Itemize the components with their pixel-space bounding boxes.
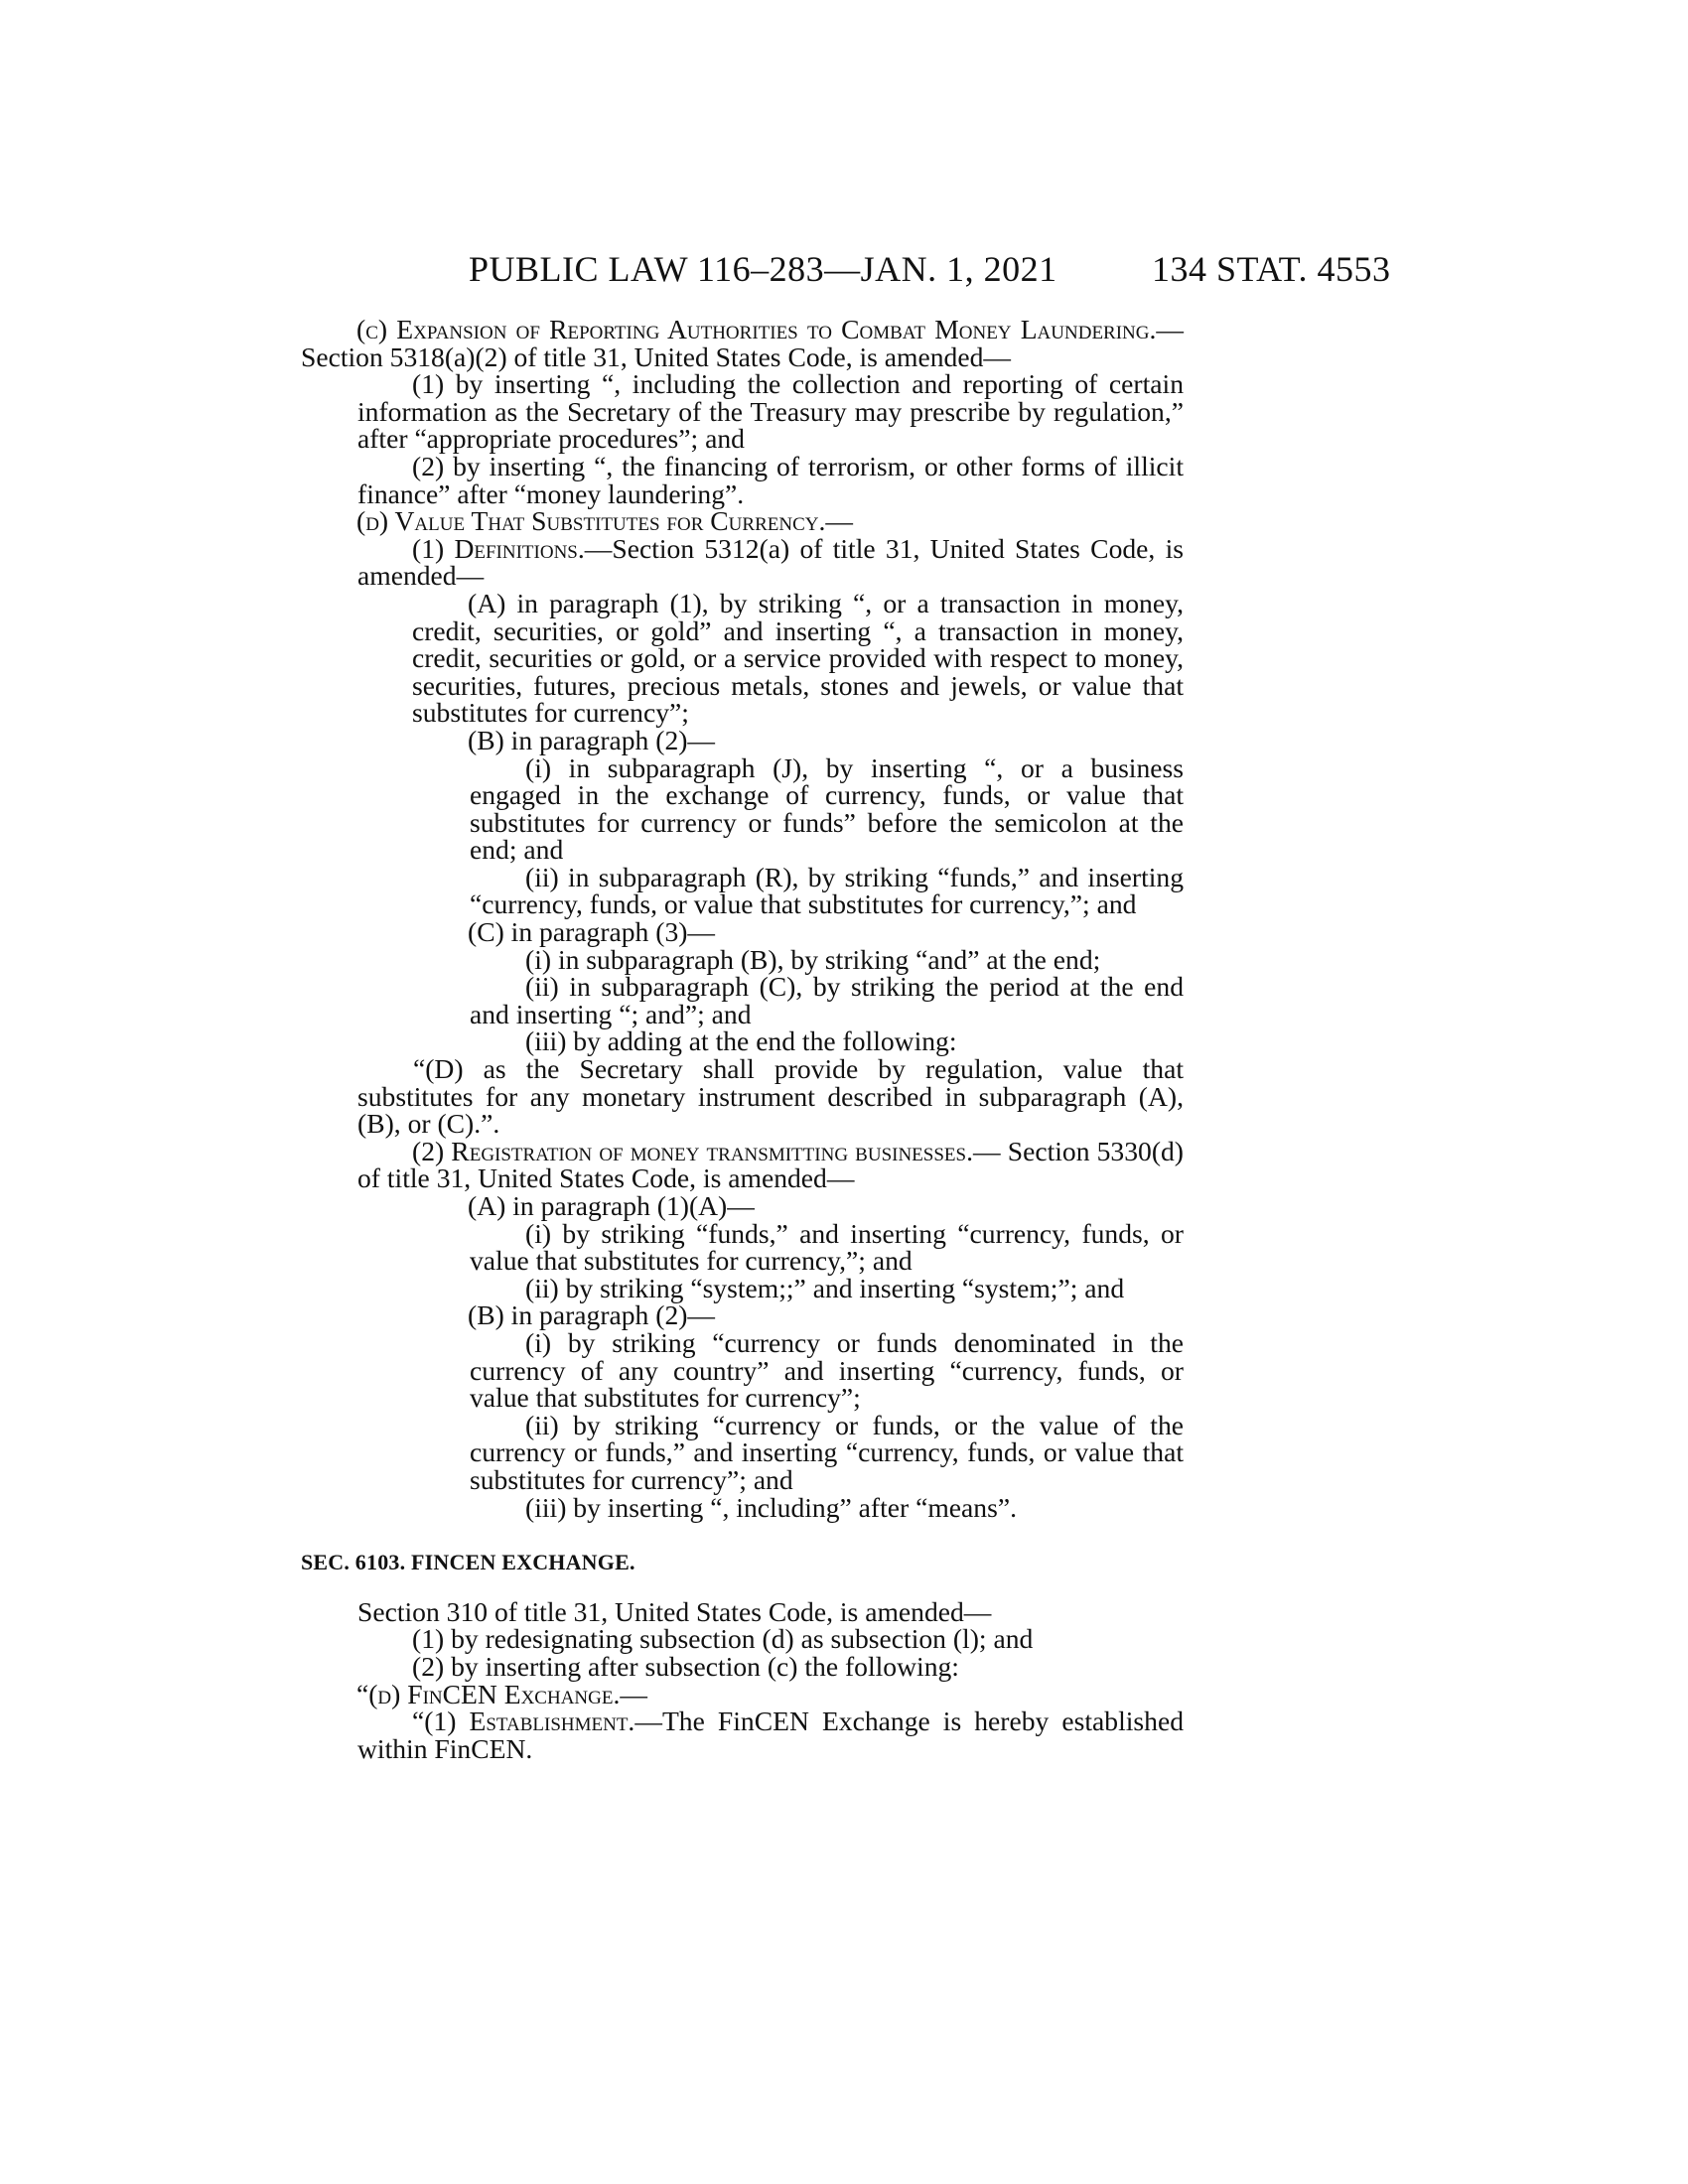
paragraph-d1Ci: (i) in subparagraph (B), by striking “and” at the end; bbox=[525, 943, 1101, 975]
section-item-1: (1) by redesignating subsection (d) as subsection (l); and bbox=[412, 1623, 1034, 1655]
paragraph-c-text: —Section 5318(a)(2) of title 31, United States Code, is amended— bbox=[301, 314, 1184, 372]
heading-d: (d) Value That Substitutes for Currency. bbox=[356, 505, 826, 537]
paragraph-d2Aii: (ii) by striking “system;;” and inserting “system;”; and bbox=[525, 1272, 1125, 1303]
document-body bbox=[301, 316, 1184, 1762]
paragraph-d1Bi: (i) in subparagraph (J), by inserting “, or a business engaged in the exchange of currency, funds, or value that substitutes for currency or funds” before the semicolon at the end; and bbox=[470, 751, 1184, 866]
paragraph-d2Biii: (iii) by inserting “, including” after “means”. bbox=[525, 1491, 1017, 1523]
paragraph-d2B: (B) in paragraph (2)— bbox=[468, 1299, 716, 1331]
section-item-2: (2) by inserting after subsection (c) the following: bbox=[412, 1650, 959, 1682]
paragraph-d2 bbox=[301, 1135, 1184, 1194]
heading-c: (c) Expansion of Reporting Authorities to Combat Money Laundering. bbox=[356, 314, 1157, 344]
section-title: SEC. 6103. FINCEN EXCHANGE. bbox=[301, 1550, 635, 1575]
paragraph-d1A: (A) in paragraph (1), by striking “, or a transaction in money, credit, securities, or gold” and inserting “, a transaction in money, credit, securities or gold, or a service provided with respect to money, securities, futures, precious metals, stones and jewels, or value that substitutes for currency”; bbox=[412, 587, 1184, 729]
paragraph-d2-text: — Section 5330(d) of title 31, United States Code, is amended— bbox=[357, 1135, 1184, 1194]
paragraph-c2: (2) by inserting “, the financing of terrorism, or other forms of illicit finance” after “money laundering”. bbox=[357, 450, 1184, 509]
paragraph-d1B: (B) in paragraph (2)— bbox=[468, 724, 716, 755]
subsection-d bbox=[301, 1678, 1184, 1709]
subsection-d1-text: —The FinCEN Exchange is hereby established within FinCEN. bbox=[357, 1706, 1185, 1764]
section-intro: Section 310 of title 31, United States Code, is amended— bbox=[357, 1595, 992, 1627]
subsection-d1-heading: “(1) Establishment. bbox=[412, 1706, 635, 1737]
paragraph-d1Cii: (ii) in subparagraph (C), by striking the period at the end and inserting “; and”; and bbox=[470, 971, 1184, 1029]
subsection-d-heading: “(d) FinCEN Exchange. bbox=[356, 1678, 621, 1709]
paragraph-d1Ciii: (iii) by adding at the end the following: bbox=[525, 1025, 957, 1057]
paragraph-c1: (1) by inserting “, including the collection and reporting of certain information as the Secretary of the Treasury may prescribe by regulation,” after “appropriate procedures”; and bbox=[357, 368, 1184, 455]
paragraph-d2A: (A) in paragraph (1)(A)— bbox=[468, 1190, 755, 1221]
paragraph-d1D: “(D) as the Secretary shall provide by regulation, value that substitutes for any monetary instrument described in subparagraph (A), (B), or (C).”. bbox=[357, 1053, 1184, 1140]
paragraph-d1 bbox=[301, 532, 1184, 592]
heading-d1: (1) Definitions. bbox=[412, 532, 585, 564]
running-header-title: PUBLIC LAW 116–283—JAN. 1, 2021 bbox=[469, 249, 1057, 289]
paragraph-d2Bi: (i) by striking “currency or funds denominated in the currency of any country” and inserting “currency, funds, or value that substitutes for currency”; bbox=[470, 1326, 1184, 1414]
paragraph-d bbox=[301, 507, 1184, 535]
paragraph-d1Bii: (ii) in subparagraph (R), by striking “funds,” and inserting “currency, funds, or value that substitutes for currency,”; and bbox=[470, 861, 1184, 920]
heading-d2: (2) Registration of money transmitting businesses. bbox=[412, 1135, 973, 1166]
paragraph-c bbox=[301, 316, 1184, 370]
heading-d-dash: — bbox=[825, 505, 853, 537]
paragraph-d1-text: —Section 5312(a) of title 31, United States Code, is amended— bbox=[357, 532, 1184, 592]
page-number-stat: 134 STAT. 4553 bbox=[1152, 249, 1391, 289]
subsection-d1 bbox=[301, 1707, 1184, 1762]
paragraph-d1C: (C) in paragraph (3)— bbox=[468, 916, 716, 948]
subsection-d-dash: — bbox=[620, 1678, 647, 1709]
paragraph-d2Bii: (ii) by striking “currency or funds, or the value of the currency or funds,” and inserting “currency, funds, or value that substitutes for currency”; and bbox=[470, 1409, 1184, 1495]
paragraph-d2Ai: (i) by striking “funds,” and inserting “currency, funds, or value that substitutes for currency,”; and bbox=[470, 1217, 1184, 1277]
